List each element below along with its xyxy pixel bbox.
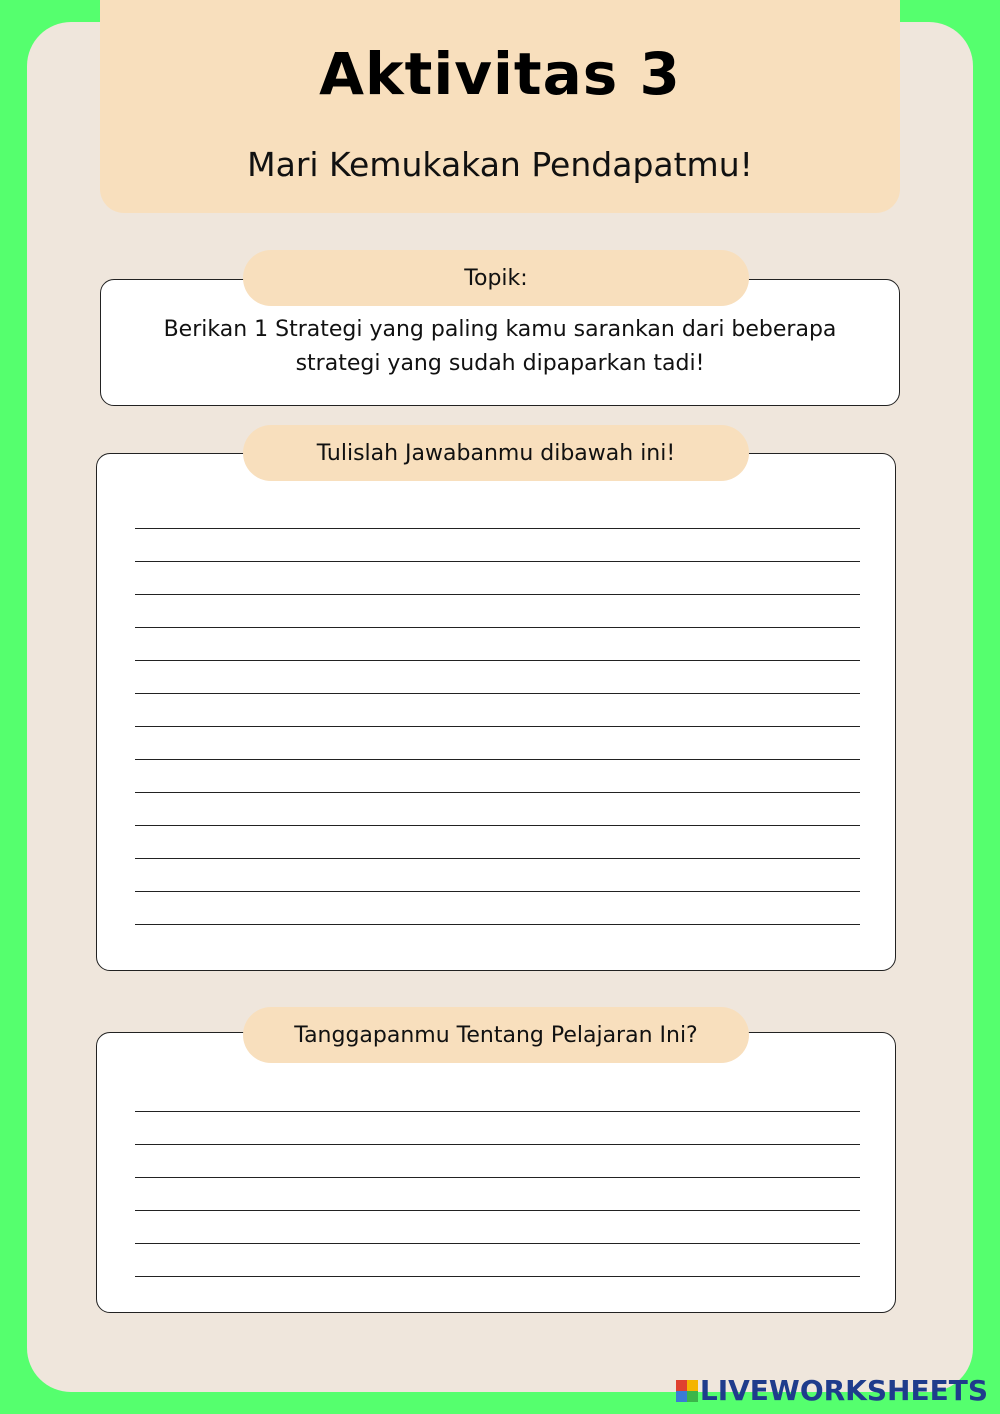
- writing-line[interactable]: [135, 1210, 860, 1211]
- page-title: Aktivitas 3: [319, 40, 681, 108]
- writing-line[interactable]: [135, 528, 860, 529]
- header-banner: [100, 0, 900, 213]
- response-label: Tanggapanmu Tentang Pelajaran Ini?: [294, 1022, 698, 1048]
- writing-line[interactable]: [135, 660, 860, 661]
- page-subtitle: Mari Kemukakan Pendapatmu!: [247, 145, 753, 184]
- topic-text-line: Berikan 1 Strategi yang paling kamu sarankan dari beberapa: [163, 317, 837, 342]
- answer-label-pill: [243, 425, 749, 481]
- writing-line[interactable]: [135, 891, 860, 892]
- writing-line[interactable]: [135, 759, 860, 760]
- answer-label: Tulislah Jawabanmu dibawah ini!: [316, 440, 676, 466]
- writing-line[interactable]: [135, 792, 860, 793]
- brand-name: LIVEWORKSHEETS: [699, 1374, 988, 1407]
- writing-line[interactable]: [135, 561, 860, 562]
- writing-line[interactable]: [135, 627, 860, 628]
- writing-line[interactable]: [135, 924, 860, 925]
- writing-line[interactable]: [135, 858, 860, 859]
- writing-line[interactable]: [135, 1177, 860, 1178]
- response-label-pill: [243, 1007, 749, 1063]
- topic-label: Topik:: [464, 265, 528, 291]
- topic-text: [100, 313, 900, 381]
- liveworksheets-logo: [676, 1374, 988, 1407]
- topic-label-pill: [243, 250, 749, 306]
- writing-line[interactable]: [135, 1111, 860, 1112]
- writing-line[interactable]: [135, 1144, 860, 1145]
- writing-line[interactable]: [135, 1276, 860, 1277]
- answer-box[interactable]: [96, 453, 896, 971]
- topic-text-line: strategi yang sudah dipaparkan tadi!: [295, 351, 705, 376]
- writing-line[interactable]: [135, 825, 860, 826]
- writing-line[interactable]: [135, 726, 860, 727]
- writing-line[interactable]: [135, 1243, 860, 1244]
- writing-line[interactable]: [135, 693, 860, 694]
- response-box[interactable]: [96, 1032, 896, 1313]
- liveworksheets-icon: [676, 1380, 698, 1402]
- writing-line[interactable]: [135, 594, 860, 595]
